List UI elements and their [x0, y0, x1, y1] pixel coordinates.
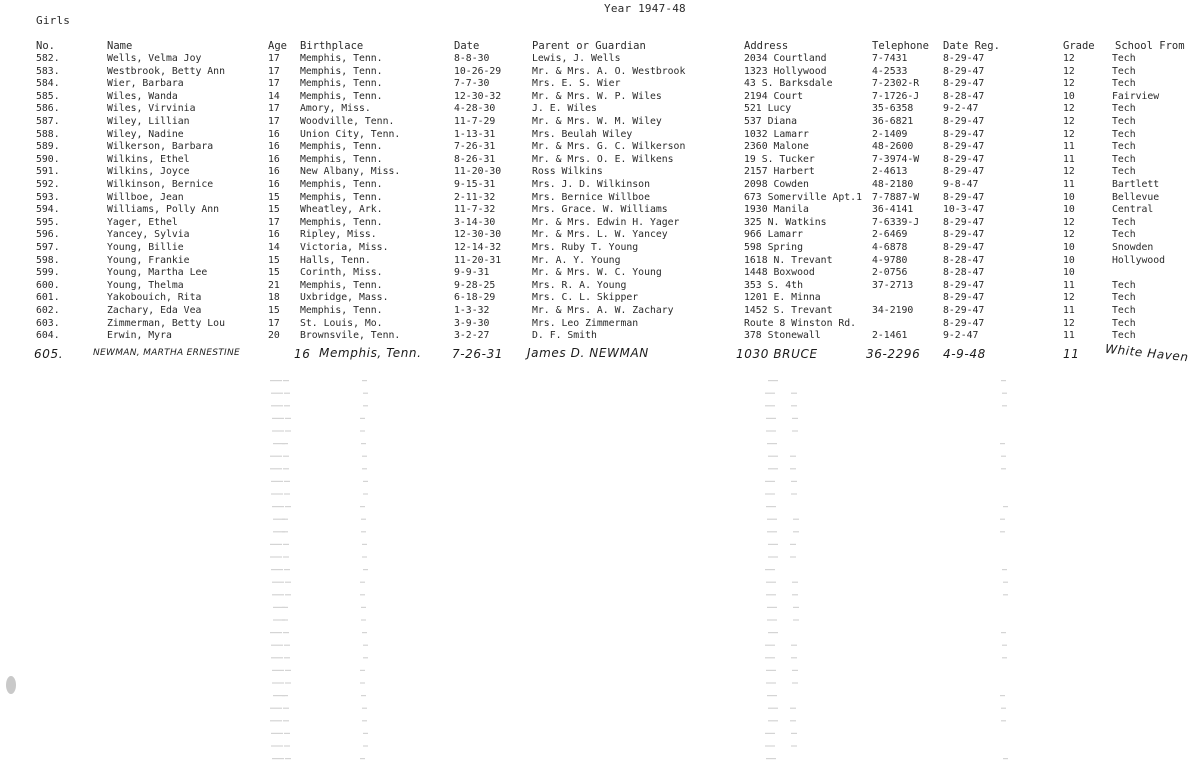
- cell-date: 7-26-31: [454, 141, 496, 153]
- cell-name: Yager, Ethel: [107, 216, 178, 228]
- col-header-age: Age: [268, 40, 287, 52]
- cell-address: 537 Diana: [744, 116, 798, 127]
- cell-school-from: Hollywood: [1112, 254, 1166, 266]
- cell-parent: Mrs. J. D. Wilkinson: [532, 179, 650, 190]
- section-label: Girls: [36, 14, 71, 27]
- cell-telephone: 7-1726-J: [872, 90, 920, 102]
- cell-name: Wilkins, Joyce: [107, 166, 190, 178]
- cell-date-reg: 9-2-47: [943, 330, 979, 342]
- cell-age: 14: [268, 90, 280, 102]
- cell-date: 11-7-32: [454, 204, 496, 216]
- cell-date-reg: 8-29-47: [943, 116, 985, 127]
- cell-birthplace: Wheatley, Ark.: [300, 204, 383, 216]
- cell-date-reg: 8-29-47: [943, 191, 985, 203]
- cell-telephone: 4-9780: [872, 254, 908, 266]
- cell-school-from: Tech: [1112, 78, 1136, 90]
- cell-date-reg: 9-8-47: [943, 179, 979, 190]
- cell-birthplace: Brownsvile, Tenn.: [300, 330, 401, 342]
- cell-telephone: 34-2190: [872, 305, 914, 316]
- cell-school-from: Tech: [1112, 229, 1136, 241]
- cell-age: 15: [268, 204, 280, 216]
- col-header-grade: Grade: [1063, 40, 1095, 52]
- cell-date-reg: 8-29-47: [943, 292, 985, 304]
- cell-date: 9-9-31: [454, 267, 490, 279]
- cell-parent: J. E. Wiles: [532, 103, 597, 115]
- cell-birthplace: Memphis, Tenn.: [300, 53, 383, 64]
- cell-no: 585.: [36, 90, 60, 102]
- cell-telephone: 2-1409: [872, 128, 908, 140]
- cell-date: 8-26-31: [454, 153, 496, 165]
- cell-no: 591.: [36, 166, 60, 178]
- cell-school-from: Tech: [1112, 292, 1136, 304]
- cell-address: 1618 N. Trevant: [744, 254, 833, 266]
- cell-date-reg: 8-29-47: [943, 53, 985, 64]
- cell-address: 353 S. 4th: [744, 279, 803, 291]
- cell-telephone: 7-7887-W: [872, 191, 920, 203]
- col-header-school-from: School From: [1115, 40, 1185, 52]
- cell-age: 17: [268, 116, 280, 127]
- cell-birthplace: St. Louis, Mo.: [300, 317, 383, 329]
- cell-grade: 12: [1063, 103, 1075, 115]
- cell-name: Westbrook, Betty Ann: [107, 65, 225, 77]
- hand-address: 1030 BRUCE: [736, 347, 818, 361]
- hand-telephone: 36-2296: [866, 347, 921, 361]
- cell-date-reg: 8-29-47: [943, 65, 985, 77]
- hand-parent: James D. NEWMAN: [527, 346, 649, 360]
- cell-grade: 10: [1063, 90, 1075, 102]
- hand-date: 7-26-31: [452, 347, 504, 361]
- cell-date-reg: 8-29-47: [943, 153, 985, 165]
- cell-telephone: 36-6821: [872, 116, 914, 127]
- cell-no: 600.: [36, 279, 60, 291]
- cell-birthplace: Union City, Tenn.: [300, 128, 401, 140]
- cell-birthplace: Memphis, Tenn.: [300, 216, 383, 228]
- cell-date-reg: 8-29-47: [943, 317, 985, 329]
- cell-name: Zachary, Eda Vea: [107, 305, 202, 316]
- cell-grade: 10: [1063, 204, 1075, 216]
- cell-school-from: Tech: [1112, 166, 1136, 178]
- cell-telephone: 48-2180: [872, 179, 914, 190]
- cell-school-from: Tech: [1112, 317, 1136, 329]
- cell-grade: 11: [1063, 153, 1075, 165]
- cell-name: Williams, Polly Ann: [107, 204, 220, 216]
- cell-school-from: Tech: [1112, 153, 1136, 165]
- cell-date-reg: 8-28-47: [943, 254, 985, 266]
- cell-date: 11-7-29: [454, 116, 496, 127]
- cell-telephone: 4-2533: [872, 65, 908, 77]
- cell-name: Wilkins, Ethel: [107, 153, 190, 165]
- cell-school-from: Tech: [1112, 141, 1136, 153]
- cell-age: 17: [268, 103, 280, 115]
- cell-name: Zimmerman, Betty Lou: [107, 317, 225, 329]
- cell-no: 604.: [36, 330, 60, 342]
- cell-age: 17: [268, 216, 280, 228]
- cell-parent: Mrs. Leo Zimmerman: [532, 317, 639, 329]
- cell-no: 587.: [36, 116, 60, 127]
- cell-grade: 12: [1063, 317, 1075, 329]
- cell-age: 16: [268, 141, 280, 153]
- cell-school-from: Tech: [1112, 279, 1136, 291]
- cell-birthplace: Memphis, Tenn.: [300, 90, 383, 102]
- cell-birthplace: Memphis, Tenn.: [300, 305, 383, 316]
- cell-grade: 11: [1063, 179, 1075, 190]
- col-header-name: Name: [107, 40, 133, 52]
- cell-no: 584.: [36, 78, 60, 90]
- cell-grade: 11: [1063, 141, 1075, 153]
- cell-name: Willboe, Jean: [107, 191, 184, 203]
- cell-address: 43 S. Barksdale: [744, 78, 833, 90]
- cell-parent: Ross Wilkins: [532, 166, 603, 178]
- cell-name: Erwin, Myra: [107, 330, 172, 342]
- cell-date: 4-28-30: [454, 103, 496, 115]
- cell-birthplace: Ripley, Miss.: [300, 229, 377, 241]
- cell-name: Young, Thelma: [107, 279, 184, 291]
- cell-birthplace: Corinth, Miss.: [300, 267, 383, 279]
- cell-school-from: Tech: [1112, 128, 1136, 140]
- cell-parent: Mrs. C. L. Skipper: [532, 292, 639, 304]
- cell-no: 590.: [36, 153, 60, 165]
- cell-school-from: Tech: [1112, 103, 1136, 115]
- cell-address: 598 Spring: [744, 242, 803, 253]
- cell-date-reg: 8-29-47: [943, 166, 985, 178]
- cell-parent: Mr. & Mrs. G. C. Wilkerson: [532, 141, 686, 153]
- cell-parent: Mr. A. Y. Young: [532, 254, 621, 266]
- cell-name: Yakobouich, Rita: [107, 292, 202, 304]
- cell-name: Wiles, Virvinia: [107, 103, 196, 115]
- cell-telephone: 37-2713: [872, 279, 914, 291]
- cell-no: 596.: [36, 229, 60, 241]
- cell-grade: 11: [1063, 330, 1075, 342]
- hand-birthplace: Memphis, Tenn.: [319, 346, 422, 360]
- cell-age: 21: [268, 279, 280, 291]
- col-header-date: Date: [454, 40, 480, 52]
- cell-date-reg: 10-3-47: [943, 204, 985, 216]
- cell-parent: Mr. & Mrs. O. E. Wilkens: [532, 153, 674, 165]
- col-header-address: Address: [744, 40, 789, 52]
- cell-date: 9-28-25: [454, 279, 496, 291]
- cell-grade: 10: [1063, 191, 1075, 203]
- cell-date: 12-30-32: [454, 90, 502, 102]
- cell-date-reg: 8-29-47: [943, 305, 985, 316]
- cell-address: 2034 Courtland: [744, 53, 827, 64]
- col-header-birthplace: Birthplace: [300, 40, 364, 52]
- cell-date: 1-3-32: [454, 305, 490, 316]
- cell-parent: Mrs. Ruby T. Young: [532, 242, 639, 253]
- cell-age: 17: [268, 65, 280, 77]
- cell-address: 2157 Harbert: [744, 166, 815, 178]
- cell-date: 3-2-27: [454, 330, 490, 342]
- cell-birthplace: Memphis, Tenn.: [300, 78, 383, 90]
- cell-address: 1448 Boxwood: [744, 267, 815, 279]
- cell-grade: 11: [1063, 279, 1075, 291]
- cell-parent: Mr. & Mrs. W. M. Wiley: [532, 116, 662, 127]
- cell-date: 9-15-31: [454, 179, 496, 190]
- cell-date: 12-30-30: [454, 229, 502, 241]
- cell-age: 17: [268, 53, 280, 64]
- cell-no: 602.: [36, 305, 60, 316]
- hand-age: 16: [294, 347, 311, 361]
- cell-name: Wiley, Lillian: [107, 116, 190, 127]
- cell-grade: 10: [1063, 242, 1075, 253]
- cell-grade: 12: [1063, 65, 1075, 77]
- cell-name: Young, Frankie: [107, 254, 190, 266]
- cell-school-from: Tech: [1112, 305, 1136, 316]
- cell-grade: 12: [1063, 166, 1075, 178]
- cell-address: 2098 Cowden: [744, 179, 809, 190]
- cell-birthplace: Woodville, Tenn.: [300, 116, 395, 127]
- cell-grade: 12: [1063, 216, 1075, 228]
- col-header-parent: Parent or Guardian: [532, 40, 646, 52]
- cell-address: 1452 S. Trevant: [744, 305, 833, 316]
- cell-parent: Mrs. Beulah Wiley: [532, 128, 633, 140]
- cell-grade: 12: [1063, 292, 1075, 304]
- hand-no: 605.: [34, 347, 64, 361]
- cell-date: 6-18-29: [454, 292, 496, 304]
- cell-date: 11-20-30: [454, 166, 502, 178]
- cell-no: 594.: [36, 204, 60, 216]
- cell-date: 3-14-30: [454, 216, 496, 228]
- cell-birthplace: Memphis, Tenn.: [300, 65, 383, 77]
- cell-birthplace: Uxbridge, Mass.: [300, 292, 389, 304]
- cell-address: 1323 Hollywood: [744, 65, 827, 77]
- cell-parent: Lewis, J. Wells: [532, 53, 621, 64]
- cell-name: Wiley, Nadine: [107, 128, 184, 140]
- cell-age: 17: [268, 317, 280, 329]
- cell-address: 673 Somerville Apt.1: [744, 191, 862, 203]
- cell-no: 599.: [36, 267, 60, 279]
- cell-date: 3-9-30: [454, 317, 490, 329]
- cell-parent: Mr. & Mrs. Edwin H. Yager: [532, 216, 680, 228]
- cell-grade: 10: [1063, 267, 1075, 279]
- cell-date-reg: 8-29-47: [943, 279, 985, 291]
- cell-date: 1-13-31: [454, 128, 496, 140]
- cell-date: 8-8-30: [454, 53, 490, 64]
- cell-date: 12-14-32: [454, 242, 502, 253]
- cell-name: Yancey, Sylvia: [107, 229, 190, 241]
- cell-age: 15: [268, 305, 280, 316]
- cell-parent: Mrs. Grace. W. Williams: [532, 204, 668, 216]
- cell-school-from: Tech: [1112, 53, 1136, 64]
- cell-age: 16: [268, 229, 280, 241]
- cell-date-reg: 8-29-47: [943, 78, 985, 90]
- hand-grade: 11: [1063, 347, 1080, 361]
- cell-no: 593.: [36, 191, 60, 203]
- hand-school-from: White Haven: [1104, 341, 1190, 365]
- cell-address: Route 8 Winston Rd.: [744, 317, 857, 329]
- cell-age: 16: [268, 179, 280, 190]
- cell-no: 592.: [36, 179, 60, 190]
- cell-telephone: 2-4613: [872, 166, 908, 178]
- cell-name: Young, Martha Lee: [107, 267, 208, 279]
- cell-no: 597.: [36, 242, 60, 253]
- cell-parent: Mr. & Mrs. A. W. Zachary: [532, 305, 674, 316]
- cell-school-from: Bartlett: [1112, 179, 1160, 190]
- cell-age: 15: [268, 191, 280, 203]
- cell-grade: 12: [1063, 229, 1075, 241]
- cell-telephone: 7-7431: [872, 53, 908, 64]
- cell-parent: Mr. & Mrs. W. C. Young: [532, 267, 662, 279]
- cell-name: Wiles, Wanda: [107, 90, 178, 102]
- cell-telephone: 4-6878: [872, 242, 908, 253]
- cell-date-reg: 8-29-47: [943, 242, 985, 253]
- cell-telephone: 36-4141: [872, 204, 914, 216]
- cell-parent: D. F. Smith: [532, 330, 597, 342]
- cell-address: 1201 E. Minna: [744, 292, 821, 304]
- cell-telephone: 2-6469: [872, 229, 908, 241]
- cell-address: 19 S. Tucker: [744, 153, 815, 165]
- cell-date-reg: 8-29-47: [943, 141, 985, 153]
- cell-name: Wilkinson, Bernice: [107, 179, 214, 190]
- cell-school-from: Tech: [1112, 330, 1136, 342]
- cell-no: 583.: [36, 65, 60, 77]
- cell-address: 2194 Court: [744, 90, 803, 102]
- cell-telephone: 2-1461: [872, 330, 908, 342]
- cell-date-reg: 9-2-47: [943, 103, 979, 115]
- cell-age: 15: [268, 267, 280, 279]
- col-header-no: No.: [36, 40, 55, 52]
- cell-grade: 12: [1063, 116, 1075, 127]
- cell-parent: Mr. & Mrs. L. W. Yancey: [532, 229, 668, 241]
- cell-age: 16: [268, 166, 280, 178]
- cell-date-reg: 8-29-47: [943, 128, 985, 140]
- cell-age: 16: [268, 153, 280, 165]
- cell-address: 966 Lamarr: [744, 229, 803, 241]
- cell-date: 11-20-31: [454, 254, 502, 266]
- cell-school-from: Tech: [1112, 216, 1136, 228]
- cell-parent: Mrs. E. S. Wier: [532, 78, 621, 90]
- cell-name: Wells, Velma Joy: [107, 53, 202, 64]
- cell-age: 17: [268, 78, 280, 90]
- cell-school-from: Fairview: [1112, 90, 1160, 102]
- cell-school-from: Bellevue: [1112, 191, 1160, 203]
- cell-date: 2-11-32: [454, 191, 496, 203]
- cell-address: 325 N. Watkins: [744, 216, 827, 228]
- hand-date-reg: 4-9-48: [943, 347, 986, 361]
- cell-parent: Mr. & Mrs. W. P. Wiles: [532, 90, 662, 102]
- cell-parent: Mrs. Bernice Willboe: [532, 191, 650, 203]
- cell-school-from: Tech: [1112, 65, 1136, 77]
- cell-date-reg: 8-29-47: [943, 229, 985, 241]
- cell-birthplace: Memphis, Tenn.: [300, 179, 383, 190]
- cell-name: Young, Billie: [107, 242, 184, 253]
- cell-telephone: 48-2600: [872, 141, 914, 153]
- cell-address: 521 Lucy: [744, 103, 792, 115]
- cell-telephone: 2-0756: [872, 267, 908, 279]
- cell-name: Wier, Barbara: [107, 78, 184, 90]
- cell-grade: 12: [1063, 128, 1075, 140]
- cell-date-reg: 8-28-47: [943, 90, 985, 102]
- col-header-telephone: Telephone: [872, 40, 929, 52]
- cell-no: 589.: [36, 141, 60, 153]
- cell-date: 7-7-30: [454, 78, 490, 90]
- cell-address: 2360 Malone: [744, 141, 809, 153]
- cell-age: 14: [268, 242, 280, 253]
- cell-address: 378 Stonewall: [744, 330, 821, 342]
- cell-birthplace: Memphis, Tenn.: [300, 279, 383, 291]
- cell-birthplace: Halls, Tenn.: [300, 254, 371, 266]
- cell-no: 582.: [36, 53, 60, 64]
- cell-school-from: Central: [1112, 204, 1154, 216]
- cell-grade: 12: [1063, 53, 1075, 64]
- cell-age: 18: [268, 292, 280, 304]
- cell-birthplace: Victoria, Miss.: [300, 242, 389, 253]
- cell-telephone: 7-6339-J: [872, 216, 920, 228]
- cell-date: 10-26-29: [454, 65, 502, 77]
- cell-no: 603.: [36, 317, 60, 329]
- scan-punch-mark: [6, 676, 16, 694]
- cell-telephone: 7-3974-W: [872, 153, 920, 165]
- cell-birthplace: New Albany, Miss.: [300, 166, 401, 178]
- cell-date-reg: 8-28-47: [943, 267, 985, 279]
- cell-birthplace: Memphis, Tenn.: [300, 141, 383, 153]
- year-heading: Year 1947-48: [604, 2, 686, 15]
- cell-birthplace: Memphis, Tenn.: [300, 191, 383, 203]
- hand-name: NEWMAN, MARTHA ERNESTINE: [93, 348, 240, 358]
- cell-birthplace: Memphis, Tenn.: [300, 153, 383, 165]
- cell-address: 1032 Lamarr: [744, 128, 809, 140]
- cell-grade: 10: [1063, 254, 1075, 266]
- cell-school-from: Snowden: [1112, 242, 1154, 253]
- cell-parent: Mr. & Mrs. A. O. Westbrook: [532, 65, 686, 77]
- cell-school-from: Tech: [1112, 116, 1136, 127]
- col-header-date-reg: Date Reg.: [943, 40, 1000, 52]
- cell-name: Wilkerson, Barbara: [107, 141, 214, 153]
- cell-grade: 11: [1063, 305, 1075, 316]
- cell-no: 595.: [36, 216, 60, 228]
- cell-no: 601.: [36, 292, 60, 304]
- cell-age: 15: [268, 254, 280, 266]
- cell-telephone: 7-2302-R: [872, 78, 920, 90]
- cell-telephone: 35-6358: [872, 103, 914, 115]
- cell-birthplace: Amory, Miss.: [300, 103, 371, 115]
- cell-parent: Mrs. R. A. Young: [532, 279, 627, 291]
- cell-address: 1930 Manila: [744, 204, 809, 216]
- cell-age: 16: [268, 128, 280, 140]
- cell-grade: 12: [1063, 78, 1075, 90]
- cell-date-reg: 8-29-47: [943, 216, 985, 228]
- cell-no: 598.: [36, 254, 60, 266]
- cell-no: 588.: [36, 128, 60, 140]
- cell-age: 20: [268, 330, 280, 342]
- cell-no: 586.: [36, 103, 60, 115]
